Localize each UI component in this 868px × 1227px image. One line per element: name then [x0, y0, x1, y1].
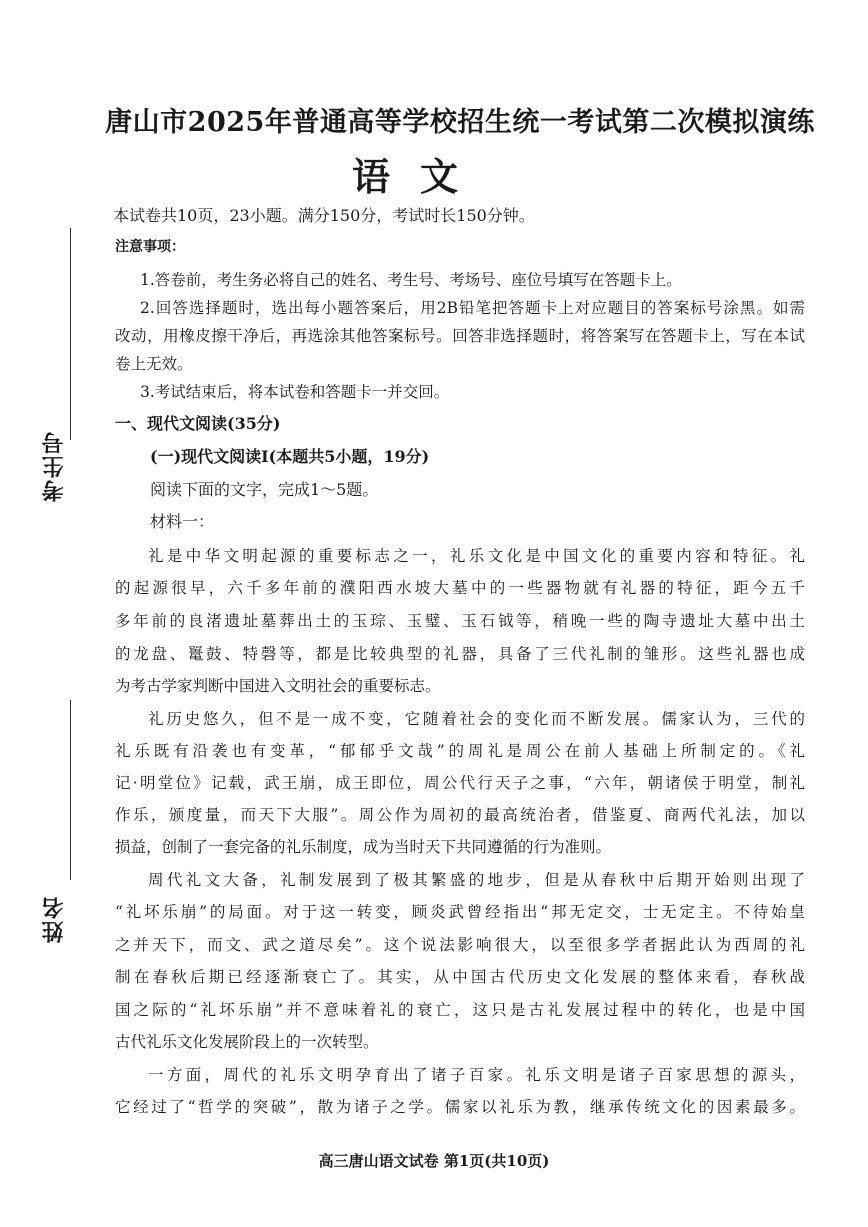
name-label: 姓名 — [41, 895, 67, 943]
passage-line: 周代礼文大备，礼制发展到了极其繁盛的地步，但是从春秋中后期开始则出现了 — [148, 871, 805, 889]
passage-line: 它经过了“哲学的突破”，散为诸子之学。儒家以礼乐为教，继承传统文化的因素最多。 — [115, 1098, 805, 1116]
passage-line: 损益，创制了一套完备的礼乐制度，成为当时天下共同遵循的行为准则。 — [115, 838, 612, 856]
passage-line: 国之际的“礼坏乐崩”并不意味着礼的衰亡，这只是古礼发展过程中的转化，也是中国 — [115, 1001, 805, 1019]
passage-line: 一方面，周代的礼乐文明孕育出了诸子百家。礼乐文明是诸子百家思想的源头， — [148, 1066, 805, 1084]
passage-line: 作乐，颁度量，而天下大服”。周公作为周初的最高统治者，借鉴夏、商两代礼法，加以 — [115, 806, 805, 824]
exam-title: 唐山市2025年普通高等学校招生统一考试第二次模拟演练 — [105, 107, 815, 138]
passage-line: 之并天下，而文、武之道尽矣”。这个说法影响很大，以至很多学者据此认为西周的礼 — [115, 936, 805, 954]
passage-line: 礼历史悠久，但不是一成不变，它随着社会的变化而不断发展。儒家认为，三代的 — [148, 710, 805, 728]
passage-line: “礼坏乐崩”的局面。对于这一转变，顾炎武曾经指出“邦无定交，士无定主。不待始皇 — [115, 903, 805, 921]
reading-instruction: 阅读下面的文字，完成1～5题。 — [150, 480, 379, 499]
exam-summary: 本试卷共10页，23小题。满分150分，考试时长150分钟。 — [113, 206, 535, 225]
notice-item: 3.考试结束后，将本试卷和答题卡一并交回。 — [140, 383, 450, 401]
passage-line: 古代礼乐文化发展阶段上的一次转型。 — [115, 1033, 379, 1051]
passage-line: 多年前的良渚遗址墓葬出土的玉琮、玉璧、玉石钺等，稍晚一些的陶寺遗址大墓中出土 — [115, 612, 805, 630]
notice-item: 2.回答选择题时，选出每小题答案后，用2B铅笔把答题卡上对应题目的答案标号涂黑。如需 — [140, 299, 805, 317]
subject-title: 语文 — [351, 154, 488, 199]
page-footer: 高三唐山语文试卷 第1页(共10页) — [318, 1152, 550, 1170]
material-label: 材料一： — [150, 512, 215, 531]
passage-line: 的起源很早，六千多年前的濮阳西水坡大墓中的一些器物就有礼器的特征，距今五千 — [115, 579, 805, 597]
notice-item: 改动，用橡皮擦干净后，再选涂其他答案标号。回答非选择题时，将答案写在答题卡上，写在本试 — [115, 327, 805, 345]
notice-item: 卷上无效。 — [115, 355, 193, 373]
name-blank-line — [70, 700, 71, 880]
passage-line: 的龙盘、鼍鼓、特磬等，都是比较典型的礼器，具备了三代礼制的雏形。这些礼器也成 — [115, 645, 805, 663]
exam-number-blank-line — [70, 228, 71, 440]
section-heading: 一、现代文阅读(35分) — [115, 414, 281, 433]
passage-line: 礼乐既有沿袭也有变革，“郁郁乎文哉”的周礼是周公在前人基础上所制定的。《礼 — [115, 742, 805, 760]
notice-title: 注意事项： — [115, 239, 185, 255]
passage-line: 记·明堂位》记载，武王崩，成王即位，周公代行天子之事，“六年，朝诸侯于明堂，制礼 — [115, 774, 805, 792]
passage-line: 礼是中华文明起源的重要标志之一，礼乐文化是中国文化的重要内容和特征。礼 — [148, 547, 805, 565]
subsection-heading: (一)现代文阅读Ⅰ(本题共5小题，19分) — [150, 447, 430, 466]
notice-item: 1.答卷前，考生务必将自己的姓名、考生号、考场号、座位号填写在答题卡上。 — [140, 271, 682, 289]
passage-line: 制在春秋后期已经逐渐衰亡了。其实，从中国古代历史文化发展的整体来看，春秋战 — [115, 968, 805, 986]
exam-number-label: 考生号 — [41, 430, 67, 502]
passage-line: 为考古学家判断中国进入文明社会的重要标志。 — [115, 677, 441, 695]
